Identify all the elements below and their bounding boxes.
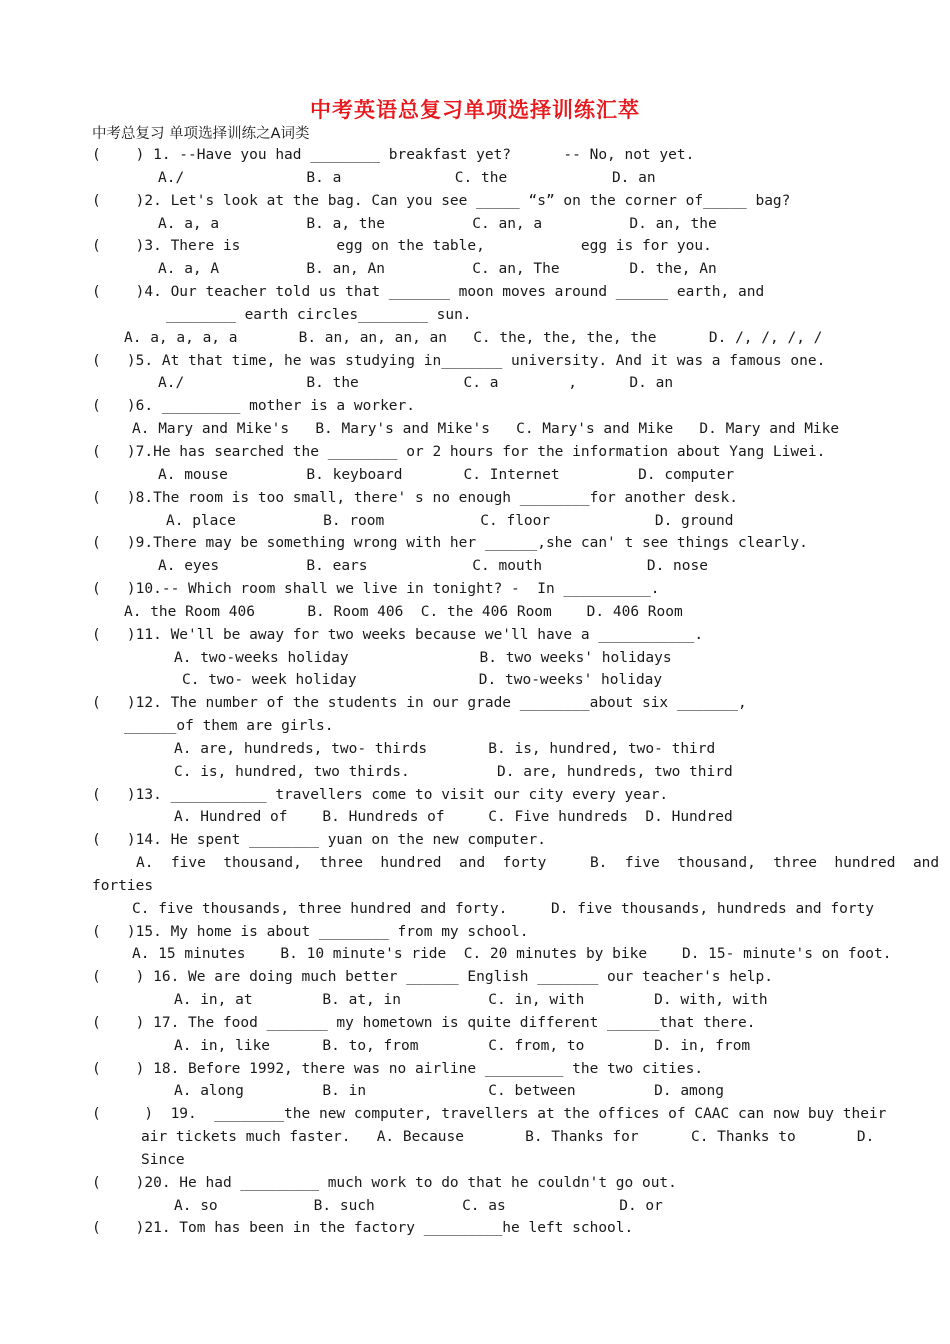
options-line: A. Mary and Mike's B. Mary's and Mike's C. Mary's and Mike D. Mary and Mike: [132, 421, 840, 437]
question-line: ( )11. We'll be away for two weeks because we'll have a ___________.: [92, 627, 704, 643]
question-line: ( ) 1. --Have you had ________ breakfast yet? -- No, not yet.: [92, 147, 695, 163]
question-line: ( )5. At that time, he was studying in_______ university. And it was a famous one.: [92, 353, 826, 369]
question-line: ( )4. Our teacher told us that _______ moon moves around ______ earth, and: [92, 284, 765, 300]
question-line: ( )6. _________ mother is a worker.: [92, 398, 416, 414]
options-line: A. place B. room C. floor D. ground: [166, 513, 734, 529]
options-line: A./ B. the C. a , D. an: [158, 375, 674, 391]
question-line: ( )10.-- Which room shall we live in tonight? - In __________.: [92, 581, 660, 597]
question-line: ( )13. ___________ travellers come to visit our city every year.: [92, 787, 669, 803]
question-line: ( )9.There may be something wrong with her ______,she can' t see things clearly.: [92, 535, 808, 551]
question-line: ( ) 16. We are doing much better ______ English _______ our teacher's help.: [92, 969, 773, 985]
options-line: A. a, A B. an, An C. an, The D. the, An: [158, 261, 717, 277]
options-line: A. eyes B. ears C. mouth D. nose: [158, 558, 708, 574]
options-line: A./ B. a C. the D. an: [158, 170, 656, 186]
options-line-continued: Since: [141, 1152, 185, 1168]
question-line: ( )21. Tom has been in the factory _________he left school.: [92, 1220, 634, 1236]
options-line: A. a, a B. a, the C. an, a D. an, the: [158, 216, 717, 232]
options-line: A. along B. in C. between D. among: [174, 1083, 724, 1099]
question-line-continued: ________ earth circles________ sun.: [166, 307, 472, 323]
question-line: ( )8.The room is too small, there' s no enough ________for another desk.: [92, 490, 739, 506]
question-line: ( )7.He has searched the ________ or 2 hours for the information about Yang Liwei.: [92, 444, 826, 460]
question-line: ( )2. Let's look at the bag. Can you see _____ “s” on the corner of_____ bag?: [92, 193, 791, 209]
question-line: ( ) 19. ________the new computer, travellers at the offices of CAAC can now buy their: [92, 1106, 887, 1122]
options-line: A. mouse B. keyboard C. Internet D. computer: [158, 467, 735, 483]
options-line: A. so B. such C. as D. or: [174, 1198, 663, 1214]
options-line-continued: forties: [92, 878, 154, 894]
question-line: ( )3. There is egg on the table, egg is for you.: [92, 238, 712, 254]
question-line: ( ) 17. The food _______ my hometown is quite different ______that there.: [92, 1015, 756, 1031]
options-line: A. Hundred of B. Hundreds of C. Five hundreds D. Hundred: [174, 809, 733, 825]
options-line: C. is, hundred, two thirds. D. are, hundreds, two third: [174, 764, 733, 780]
question-line-continued: ______of them are girls.: [124, 718, 334, 734]
options-line: A. in, like B. to, from C. from, to D. in, from: [174, 1038, 751, 1054]
question-line: ( )12. The number of the students in our grade ________about six _______,: [92, 695, 747, 711]
options-line: A. the Room 406 B. Room 406 C. the 406 Room D. 406 Room: [124, 604, 683, 620]
options-line: A. five thousand, three hundred and forty B. five thousand, three hundred and: [136, 855, 940, 871]
question-line-continued: air tickets much faster. A. Because B. Thanks for C. Thanks to D.: [141, 1129, 875, 1145]
question-line: ( )15. My home is about ________ from my school.: [92, 924, 529, 940]
options-line: A. a, a, a, a B. an, an, an, an C. the, the, the, the D. /, /, /, /: [124, 330, 823, 346]
question-line: ( ) 18. Before 1992, there was no airline _________ the two cities.: [92, 1061, 704, 1077]
question-line: ( )20. He had _________ much work to do that he couldn't go out.: [92, 1175, 677, 1191]
question-line: ( )14. He spent ________ yuan on the new computer.: [92, 832, 546, 848]
options-line: A. in, at B. at, in C. in, with D. with, with: [174, 992, 768, 1008]
document-title: 中考英语总复习单项选择训练汇萃: [310, 98, 640, 122]
options-line: A. are, hundreds, two- thirds B. is, hundred, two- third: [174, 741, 716, 757]
options-line: A. two-weeks holiday B. two weeks' holidays: [174, 650, 672, 666]
section-subtitle: 中考总复习 单项选择训练之A词类: [92, 126, 310, 142]
options-line: A. 15 minutes B. 10 minute's ride C. 20 minutes by bike D. 15- minute's on foot.: [132, 946, 892, 962]
options-line: C. two- week holiday D. two-weeks' holiday: [182, 672, 663, 688]
options-line: C. five thousands, three hundred and forty. D. five thousands, hundreds and forty: [132, 901, 875, 917]
